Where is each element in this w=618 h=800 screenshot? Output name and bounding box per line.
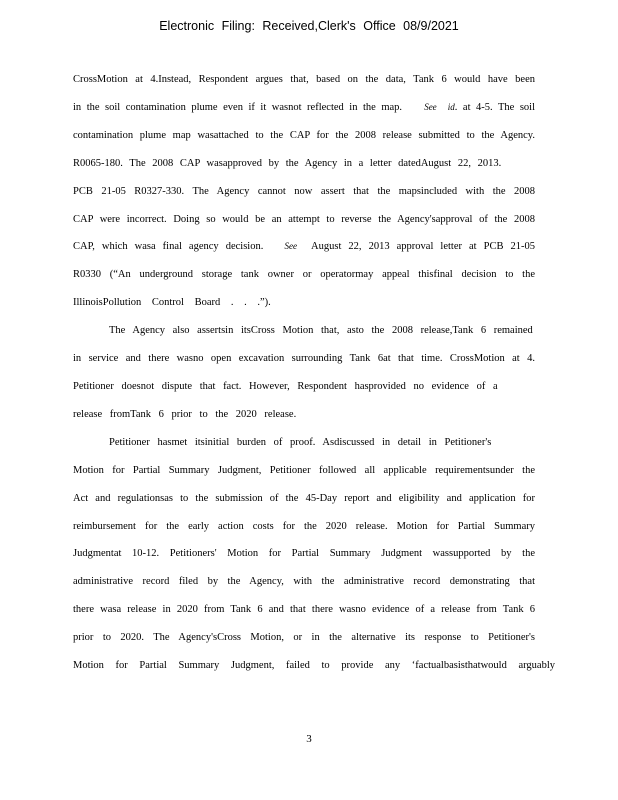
text-line: Act and regulationsas to the submission of the 45-Day report and eligibility and application for [73,492,535,504]
paragraph-3 [73,429,556,680]
text-line: The Agency also assertsin itsCross Motion that, asto the 2008 release,Tank 6 remained [109,325,533,337]
text-line: in service and there wasno open excavation surrounding Tank 6at that time. CrossMotion at 4. [73,353,535,365]
paragraph-1 [73,66,535,317]
text-line [73,94,535,122]
text-line: CrossMotion at 4.Instead, Respondent argues that, based on the data, Tank 6 would have been [73,74,535,85]
text-line: IllinoisPollution Control Board . . .”). [73,297,271,309]
id-citation: id [447,101,455,112]
text-line: Motion for Partial Summary Judgment, Petitioner followed all applicable requirementsunder the [73,464,535,476]
text-line: prior to 2020. The Agency'sCross Motion, or in the alternative its response to Petitioner's [73,632,535,644]
text-line: release fromTank 6 prior to the 2020 release. [73,408,297,420]
see-signal: See [424,101,437,112]
page-header: Electronic Filing: Received,Clerk's Office 08/9/2021 [159,19,459,33]
text-line: Motion for Partial Summary Judgment, failed to provide any ‘factualbasisthatwould arguably [73,660,556,672]
text-line: administrative record filed by the Agency, with the administrative record demonstrating that [73,576,535,588]
text-line: Petitioner hasmet itsinitial burden of proof. Asdiscussed in detail in Petitioner's [109,436,492,448]
text-line: contamination plume map wasattached to the CAP for the 2008 release submitted to the Agency. [73,129,535,141]
text-line-segment: . at 4-5. The soil [454,101,536,113]
text-line [73,233,535,261]
text-line-segment: CAP, which wasa final agency decision. [73,241,264,253]
text-line: PCB 21-05 R0327-330. The Agency cannot now assert that the mapsincluded with the 2008 [73,185,535,197]
text-line-segment: August 22, 2013 approval letter at PCB 21-05 [311,241,536,253]
text-line-segment: in the soil contamination plume even if it wasnot reflected in the map. [73,101,403,113]
text-line: Petitioner doesnot dispute that fact. However, Respondent hasprovided no evidence of a [73,380,498,392]
see-signal: See [284,241,297,252]
text-line: Judgmentat 10-12. Petitioners' Motion for Partial Summary Judgment wassupported by the [73,548,535,560]
text-line: there wasa release in 2020 from Tank 6 and that there wasno evidence of a release from Tank 6 [73,604,535,616]
paragraph-2 [73,317,535,429]
page-number: 3 [306,733,312,745]
document-body [73,66,556,680]
text-line: reimbursement for the early action costs for the 2020 release. Motion for Partial Summary [73,520,535,532]
text-line: CAP were incorrect. Doing so would be an attempt to reverse the Agency'sapproval of the 2008 [73,213,535,225]
text-line: R0330 (“An underground storage tank owner or operatormay appeal thisfinal decision to the [73,269,535,281]
text-line: R0065-180. The 2008 CAP wasapproved by the Agency in a letter datedAugust 22, 2013. [73,157,502,169]
